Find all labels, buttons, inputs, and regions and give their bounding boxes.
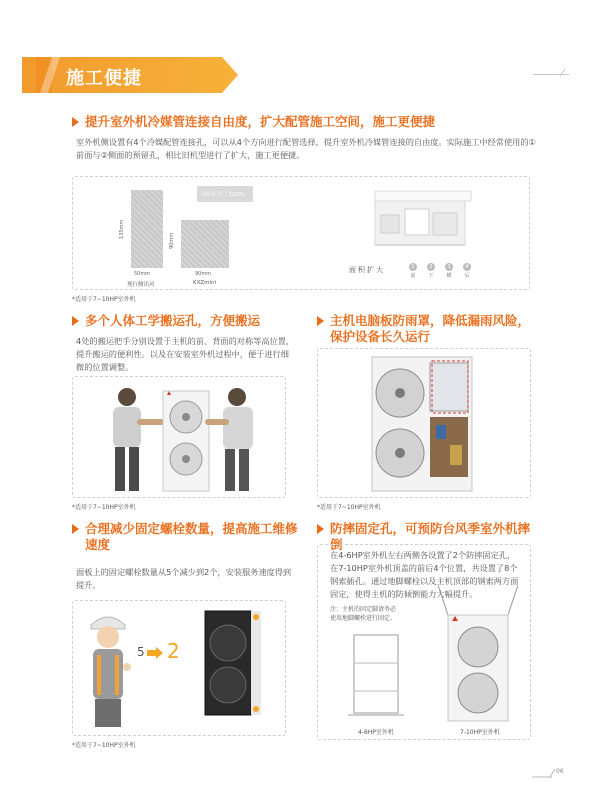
arrow-icon — [317, 316, 324, 326]
arrow-icon — [72, 117, 79, 127]
outdoor-unit-dark-illustration — [203, 609, 263, 719]
count-from: 5 — [137, 645, 145, 659]
new-hole-diagram — [181, 220, 229, 268]
section1-note: *适用于7~10HP室外机 — [72, 296, 136, 303]
section-banner — [22, 55, 240, 95]
right-arrow-icon — [147, 647, 163, 659]
page-number: 06 — [556, 768, 564, 775]
new-height-dim: 90mm — [169, 232, 175, 249]
area-label: 面积扩大 — [349, 266, 385, 274]
worker-thumbs-up-illustration — [83, 607, 133, 729]
section4-figure-box — [72, 600, 286, 736]
section5-title: 防摔固定孔，可预防台风季室外机摔倒 — [317, 521, 539, 553]
old-width-dim: 50mm — [134, 271, 151, 277]
large-unit-with-cables-illustration — [438, 585, 518, 725]
step-4-icon: 4 — [463, 263, 471, 271]
decorative-slash — [560, 69, 566, 77]
section5-figure-box — [317, 544, 531, 740]
new-caption: KXZmini — [193, 280, 217, 286]
banner-title: 施工便捷 — [66, 68, 142, 89]
outdoor-unit-base-illustration — [373, 189, 473, 249]
step-2-label: 下 — [428, 273, 434, 279]
section2-figure-box — [72, 376, 286, 498]
count-to: 2 — [167, 639, 180, 663]
old-height-dim: 135mm — [119, 219, 125, 239]
section1-body: 室外机侧设置有4个冷媒配管连接孔，可以从4个方向进行配管选择，提升室外机冷媒管连接的自由度。实际施工中经常使用的①前面与②侧面的预留孔，相比旧机型进行了扩大，施工更便捷。 — [76, 137, 536, 160]
step-3-label: 横 — [446, 273, 452, 279]
section3-figure-box — [317, 348, 531, 498]
arrow-icon — [72, 524, 79, 534]
page-number-decoration — [532, 768, 556, 778]
section2-body: 4处的搬运把手分别设置于主机的前、背面的对称等高位置，提升搬运的便利性。以及在安装室外机过程中，便于进行细微的位置调整。 — [76, 336, 295, 372]
section1-figure-box — [72, 176, 530, 290]
section5-body: 在4-6HP室外机左右两侧各设置了2个防摔固定孔，在7-10HP室外机顶盖的前后4个位置，共设置了8个钢索插孔。通过地脚螺栓以及主机顶部的钢索两方面固定，使得主机的防倾倒能力大幅提升。 — [330, 550, 519, 599]
section2-title: 多个人体工学搬运孔，方便搬运 — [72, 313, 298, 329]
decorative-line — [533, 74, 569, 75]
step-2-icon: 2 — [427, 263, 435, 271]
section3-note: *适用于7~10HP室外机 — [317, 504, 381, 511]
step-1-icon: 1 — [409, 263, 417, 271]
small-unit-outline-illustration — [346, 629, 406, 719]
small-unit-label: 4-6HP室外机 — [358, 729, 394, 736]
outdoor-unit-rain-cover-illustration — [370, 355, 480, 495]
large-unit-label: 7-10HP室外机 — [460, 729, 500, 736]
new-width-dim: 90mm — [195, 271, 212, 277]
section3-title: 主机电脑板防雨罩，降低漏雨风险，保护设备长久运行 — [317, 313, 539, 345]
two-workers-carrying-unit-illustration — [87, 379, 273, 497]
old-hole-diagram — [131, 190, 163, 268]
arrow-icon — [72, 316, 79, 326]
step-4-label: 后 — [464, 273, 470, 279]
step-3-icon: 3 — [445, 263, 453, 271]
section2-note: *适用于7~10HP室外机 — [72, 504, 136, 511]
section4-note: *适用于7~10HP室外机 — [72, 742, 136, 749]
section1-title: 提升室外机冷媒管连接自由度，扩大配管施工空间，施工更便捷 — [72, 114, 532, 130]
section5-note: 注：主机的固定脚请务必使用地脚螺栓进行固定。 — [330, 606, 397, 622]
section4-body: 面板上的固定螺栓数量从5个减少到2个，安装服务速度得到提升。 — [76, 567, 292, 590]
section4-title: 合理减少固定螺栓数量，提高施工维修速度 — [72, 521, 298, 553]
arrow-icon — [317, 524, 324, 534]
increase-text: 面积扩大了120% — [201, 192, 245, 198]
step-1-label: 前 — [410, 273, 416, 279]
old-caption: 现行侧出风 — [127, 282, 155, 288]
